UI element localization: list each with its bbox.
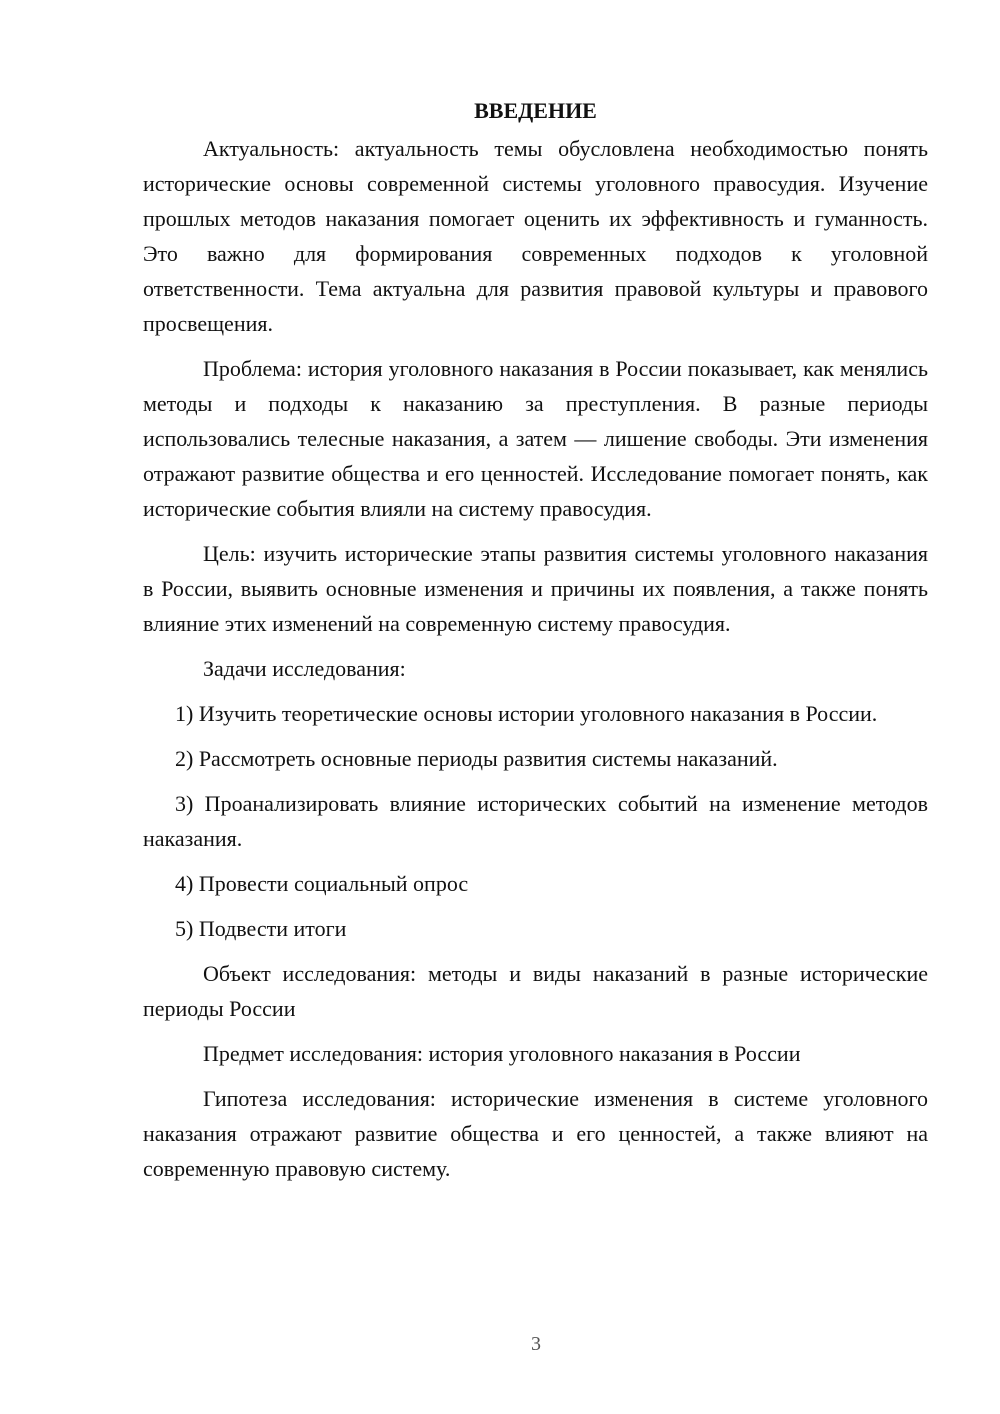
problem-paragraph: Проблема: история уголовного наказания в России показывает, как менялись методы и подходы к наказанию за преступления. В разные периоды использовались телесные наказания, а затем — лишение свободы. Эти изменения отражают развитие общества и его ценностей. Исследование помогает понять, как исторические события влияли на систему правосудия. (143, 356, 928, 521)
tasks-heading: Задачи исследования: (203, 656, 406, 681)
document-page (143, 94, 928, 1196)
section-title: ВВЕДЕНИЕ (474, 98, 597, 123)
task-item-4: 4) Провести социальный опрос (175, 871, 469, 896)
relevance-paragraph: Актуальность: актуальность темы обусловлена необходимостью понять исторические основы современной системы уголовного правосудия. Изучение прошлых методов наказания помогает оценить их эффективность и гуманность. Это важно для формирования современных подходов к уголовной ответственности. Тема актуальна для развития правовой культуры и правового просвещения. (143, 136, 928, 336)
goal-paragraph: Цель: изучить исторические этапы развития системы уголовного наказания в России, выявить основные изменения и причины их появления, а также понять влияние этих изменений на современную систему правосудия. (143, 541, 928, 636)
task-item-1: 1) Изучить теоретические основы истории уголовного наказания в России. (175, 701, 878, 726)
research-subject-paragraph: Предмет исследования: история уголовного наказания в России (203, 1041, 801, 1066)
task-item-2: 2) Рассмотреть основные периоды развития системы наказаний. (175, 746, 778, 771)
hypothesis-paragraph: Гипотеза исследования: исторические изменения в системе уголовного наказания отражают развитие общества и его ценностей, а также влияют на современную правовую систему. (143, 1086, 928, 1181)
task-item-3: 3) Проанализировать влияние исторических событий на изменение методов наказания. (143, 791, 928, 851)
task-item-5: 5) Подвести итоги (175, 916, 347, 941)
research-object-paragraph: Объект исследования: методы и виды наказаний в разные исторические периоды России (143, 961, 928, 1021)
page-number: 3 (531, 1333, 541, 1355)
